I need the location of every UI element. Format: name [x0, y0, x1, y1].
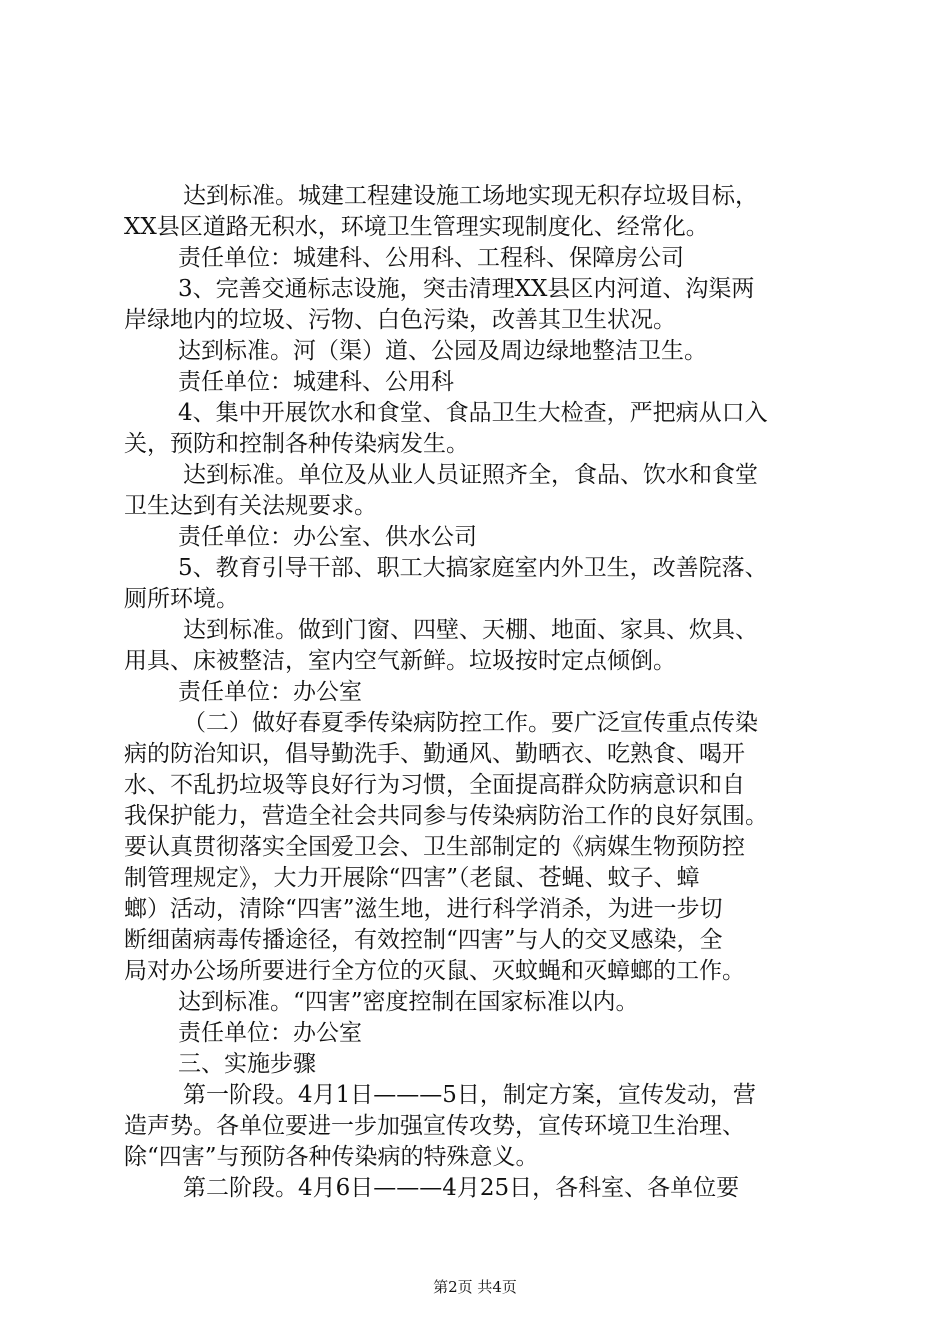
page-number-footer: 第2页 共4页 — [433, 1278, 517, 1296]
text-line: 责任单位：办公室 — [178, 679, 362, 705]
text-line: 造声势。各单位要进一步加强宣传攻势，宣传环境卫生治理、 — [124, 1113, 745, 1139]
text-line: 制管理规定》，大力开展除“四害”（老鼠、苍蝇、蚊子、蟑 — [124, 865, 700, 891]
text-line: 我保护能力，营造全社会共同参与传染病防治工作的良好氛围。 — [124, 803, 768, 829]
text-line: （二）做好春夏季传染病防控工作。要广泛宣传重点传染 — [183, 710, 758, 736]
text-line: 卫生达到有关法规要求。 — [124, 493, 377, 519]
text-line: 达到标准。“四害”密度控制在国家标准以内。 — [178, 989, 639, 1015]
text-line: 达到标准。城建工程建设施工场地实现无积存垃圾目标， — [183, 183, 758, 209]
text-line: 用具、床被整洁，室内空气新鲜。垃圾按时定点倾倒。 — [124, 648, 676, 674]
text-line: 厕所环境。 — [124, 586, 239, 612]
text-line: 3、完善交通标志设施，突击清理XX县区内河道、沟渠两 — [178, 276, 755, 302]
text-line: 达到标准。河（渠）道、公园及周边绿地整洁卫生。 — [178, 338, 707, 364]
text-line: 责任单位：城建科、公用科、工程科、保障房公司 — [178, 245, 684, 271]
text-line: 除“四害”与预防各种传染病的特殊意义。 — [124, 1144, 539, 1170]
text-line: 5、教育引导干部、职工大搞家庭室内外卫生，改善院落、 — [178, 555, 768, 581]
text-line: 4、集中开展饮水和食堂、食品卫生大检查，严把病从口入 — [178, 400, 768, 426]
text-line: 局对办公场所要进行全方位的灭鼠、灭蚊蝇和灭蟑螂的工作。 — [124, 958, 745, 984]
text-line: 第一阶段。4月1日———5日，制定方案，宣传发动，营 — [183, 1082, 756, 1108]
text-line: 要认真贯彻落实全国爱卫会、卫生部制定的《病媒生物预防控 — [124, 834, 745, 860]
text-line: 责任单位：办公室、供水公司 — [178, 524, 477, 550]
text-line: 病的防治知识，倡导勤洗手、勤通风、勤晒衣、吃熟食、喝开 — [124, 741, 745, 767]
text-line: 断细菌病毒传播途径，有效控制“四害”与人的交叉感染，全 — [124, 927, 723, 953]
text-line: 达到标准。做到门窗、四壁、天棚、地面、家具、炊具、 — [183, 617, 758, 643]
section-heading: 三、实施步骤 — [178, 1051, 316, 1077]
text-line: 水、不乱扔垃圾等良好行为习惯，全面提高群众防病意识和自 — [124, 772, 745, 798]
text-line: XX县区道路无积水，环境卫生管理实现制度化、经常化。 — [124, 214, 709, 240]
text-line: 责任单位：办公室 — [178, 1020, 362, 1046]
text-line: 达到标准。单位及从业人员证照齐全，食品、饮水和食堂 — [183, 462, 758, 488]
text-line: 责任单位：城建科、公用科 — [178, 369, 454, 395]
text-line: 关，预防和控制各种传染病发生。 — [124, 431, 469, 457]
text-line: 第二阶段。4月6日———4月25日，各科室、各单位要 — [183, 1175, 740, 1201]
text-line: 岸绿地内的垃圾、污物、白色污染，改善其卫生状况。 — [124, 307, 676, 333]
text-line: 螂）活动，清除“四害”滋生地，进行科学消杀，为进一步切 — [124, 896, 723, 922]
